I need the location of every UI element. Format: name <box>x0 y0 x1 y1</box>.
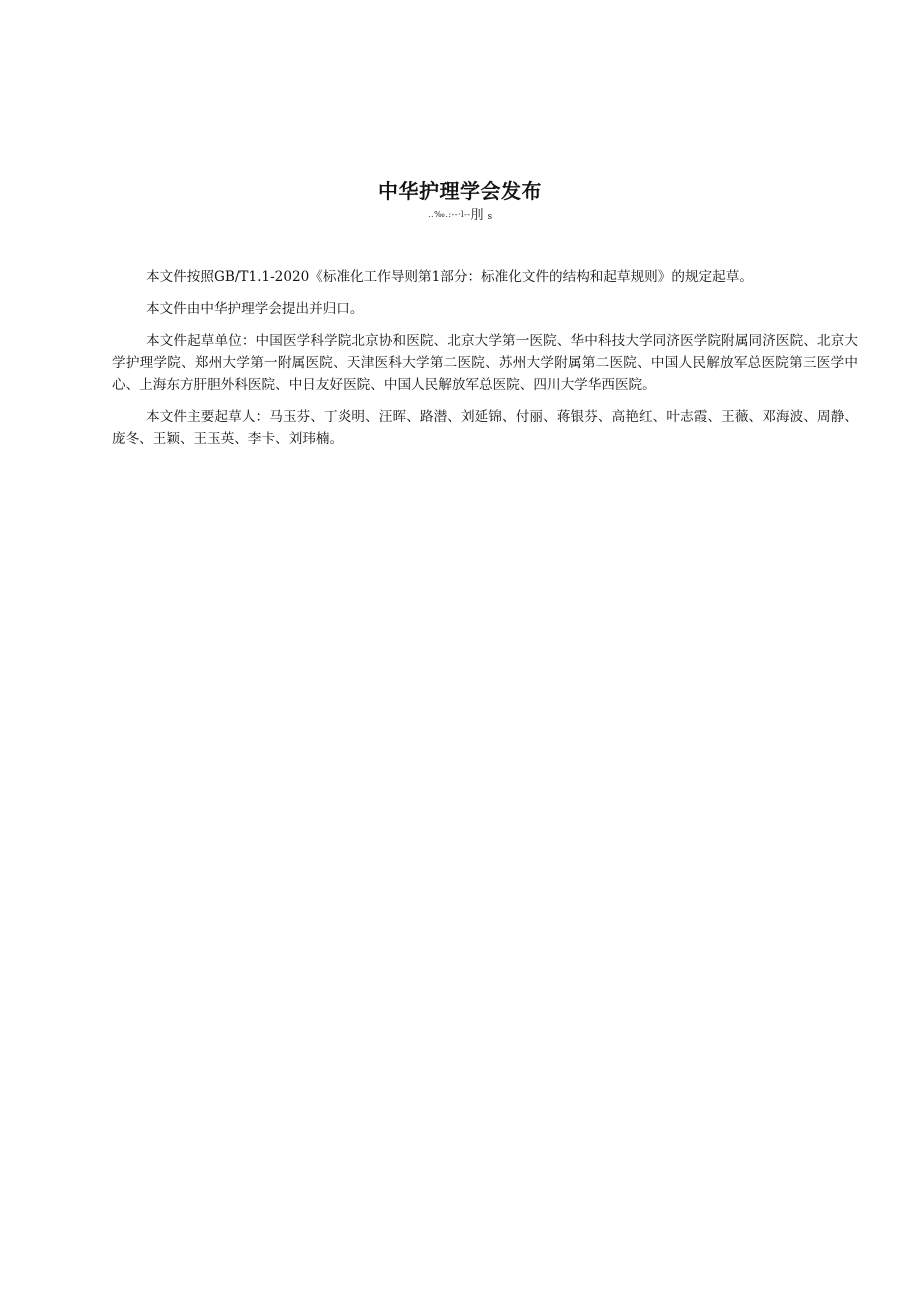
foreword-heading-tail: s <box>487 212 493 222</box>
foreword-heading-main: 刖 <box>470 208 484 223</box>
foreword-heading-prefix: ..‰.:--·l-- <box>428 210 471 219</box>
publisher-title: 中华护理学会发布 <box>378 179 542 203</box>
foreword-body <box>112 266 858 460</box>
paragraph-main-drafters: 本文件主要起草人：马玉芬、丁炎明、汪晖、路潜、刘延锦、付丽、蒋银芬、高艳红、叶志霞、王薇、邓海波、周静、庞冬、王颖、王玉英、李卡、刘玮楠。 <box>112 409 858 447</box>
paragraph-drafting-rules: 本文件按照GB/T1.1-2020《标准化工作导则第1部分：标准化文件的结构和起草规则》的规定起草。 <box>146 269 753 285</box>
paragraph-proposer: 本文件由中华护理学会提出并归口。 <box>146 301 364 317</box>
foreword-heading <box>428 204 492 223</box>
paragraph-drafting-units: 本文件起草单位：中国医学科学院北京协和医院、北京大学第一医院、华中科技大学同济医学院附属同济医院、北京大学护理学院、郑州大学第一附属医院、天津医科大学第二医院、苏州大学附属第二医院、中国人民解放军总医院第三医学中心、上海东方肝胆外科医院、中日友好医院、中国人民解放军总医院、四川大学华西医院。 <box>112 333 858 393</box>
